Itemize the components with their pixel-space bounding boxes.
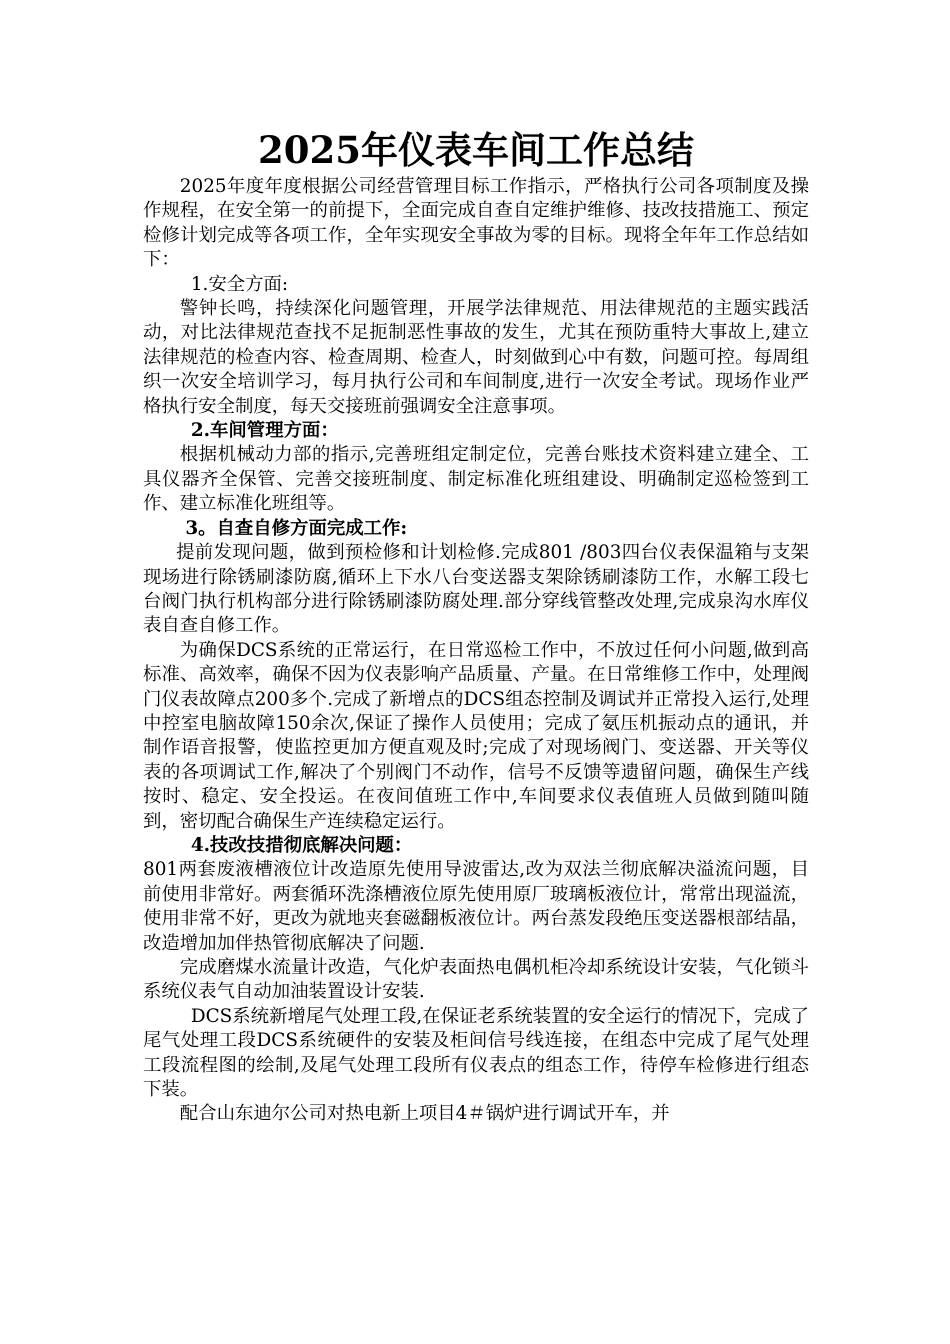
section-heading-management: 2.车间管理方面：: [190, 420, 339, 442]
section-heading-safety: 1.安全方面:: [190, 273, 289, 295]
intro-paragraph: 2025年度年度根据公司经营管理目标工作指示，严格执行公司各项制度及操作规程，在安全第一的前提下，全面完成自查自定维护维修、技改技措施工、预定检修计划完成等各项工作，全年实现安全事故为零的目标。现将全年年工作总结如下：: [143, 176, 809, 271]
management-paragraph: 根据机械动力部的指示,完善班组定制定位，完善台账技术资料建立建全、工具仪器齐全保管、完善交接班制度、制定标准化班组建设、明确制定巡检签到工作、建立标准化班组等。: [143, 444, 809, 515]
tech-upgrade-paragraph-3: DCS系统新增尾气处理工段,在保证老系统装置的安全运行的情况下，完成了尾气处理工段DCS系统硬件的安装及柜间信号线连接，在组态中完成了尾气处理工段流程图的绘制,及尾气处理工段所有仪表点的组态工作，待停车检修进行组态下装。: [143, 1005, 809, 1101]
tech-upgrade-paragraph-2: 完成磨煤水流量计改造，气化炉表面热电偶机柜冷却系统设计安装，气化锁斗系统仪表气自动加油装置设计安装.: [143, 957, 809, 1003]
document-title: 2025年仪表车间工作总结: [258, 128, 694, 172]
safety-paragraph: 警钟长鸣，持续深化问题管理，开展学法律规范、用法律规范的主题实践活动，对比法律规范查找不足扼制恶性事故的发生，尤其在预防重特大事故上,建立法律规范的检查内容、检查周期、检查人，时刻做到心中有数，问题可控。每周组织一次安全培训学习，每月执行公司和车间制度,进行一次安全考试。现场作业严格执行安全制度，每天交接班前强调安全注意事项。: [143, 298, 809, 417]
section-heading-tech-upgrade: 4.技改技措彻底解决问题：: [190, 834, 413, 856]
self-repair-paragraph-2: 为确保DCS系统的正常运行，在日常巡检工作中，不放过任何小问题,做到高标准、高效率，确保不因为仪表影响产品质量、产量。在日常维修工作中，处理阀门仪表故障点200多个.完成了新增点的DCS组态控制及调试并正常投入运行,处理中控室电脑故障150余次,保证了操作人员使用；完成了氨压机振动点的通讯，并制作语音报警，使监控更加方便直观及时;完成了对现场阀门、变送器、开关等仪表的各项调试工作,解决了个别阀门不动作，信号不反馈等遗留问题，确保生产线按时、稳定、安全投运。在夜间值班工作中,车间要求仪表值班人员做到随叫随到，密切配合确保生产连续稳定运行。: [143, 639, 809, 832]
tech-upgrade-paragraph-1: 801两套废液槽液位计改造原先使用导波雷达,改为双法兰彻底解决溢流问题，目前使用非常好。两套循环洗涤槽液位原先使用原厂玻璃板液位计，常常出现溢流，使用非常不好，更改为就地夹套磁翻板液位计。两台蒸发段绝压变送器根部结晶，改造增加加伴热管彻底解决了问题.: [143, 859, 809, 954]
self-repair-paragraph-1: 提前发现问题，做到预检修和计划检修.完成801 /803四台仪表保温箱与支架现场进行除锈刷漆防腐,循环上下水八台变送器支架除锈刷漆防工作，水解工段七台阀门执行机构部分进行除锈刷漆防腐处理.部分穿线管整改处理,完成泉沟水库仪表自查自修工作。: [143, 542, 809, 637]
section-heading-self-repair: 3。自查自修方面完成工作:: [185, 517, 408, 539]
document-page: [143, 125, 809, 1127]
tech-upgrade-paragraph-4: 配合山东迪尔公司对热电新上项目4＃锅炉进行调试开车，并: [179, 1103, 670, 1125]
